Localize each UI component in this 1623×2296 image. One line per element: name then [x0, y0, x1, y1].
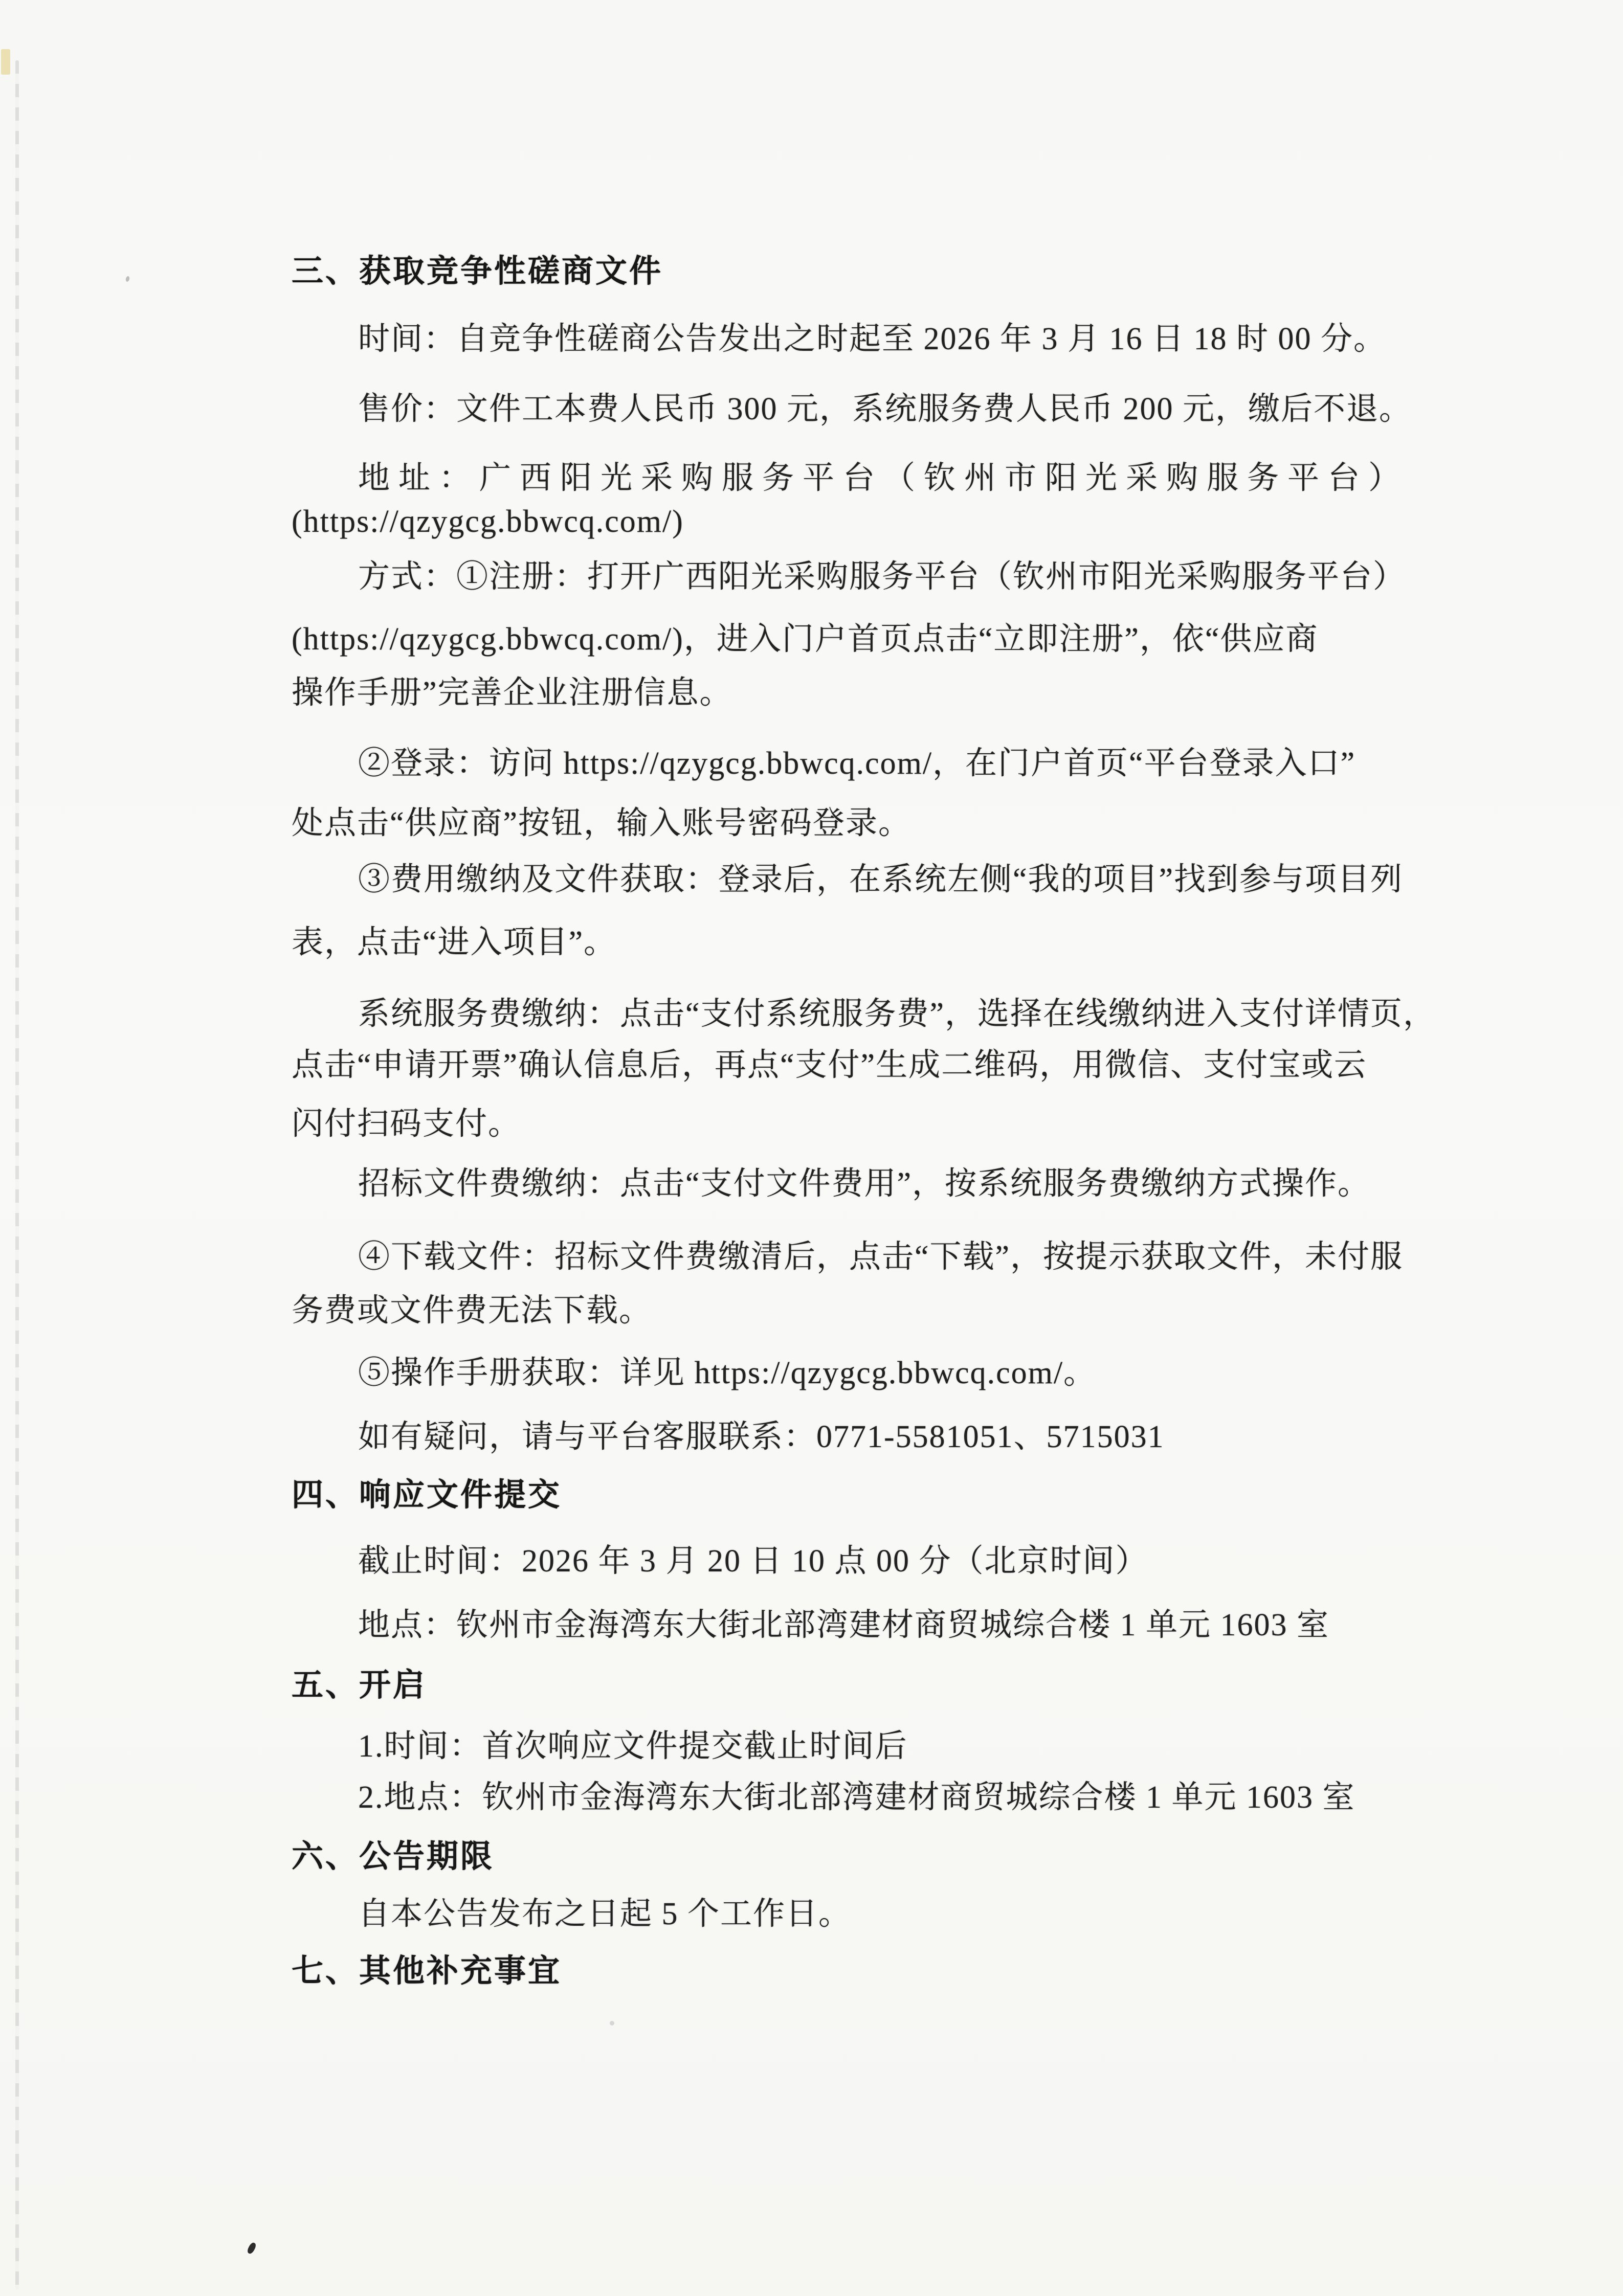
doc-line: ④下载文件：招标文件费缴清后，点击“下载”，按提示获取文件，未付服 [358, 1240, 1404, 1274]
doc-line: 点击“申请开票”确认信息后，再点“支付”生成二维码，用微信、支付宝或云 [292, 1048, 1367, 1083]
section-4-heading: 四、响应文件提交 [292, 1478, 562, 1513]
doc-line: 时间：自竞争性磋商公告发出之时起至 2026 年 3 月 16 日 18 时 00 分。 [358, 322, 1387, 356]
doc-line: 闪付扫码支付。 [292, 1107, 521, 1141]
doc-line: 系统服务费缴纳：点击“支付系统服务费”，选择在线缴纳进入支付详情页， [358, 997, 1436, 1031]
doc-line: 自本公告发布之日起 5 个工作日。 [358, 1897, 852, 1931]
doc-line: 截止时间：2026 年 3 月 20 日 10 点 00 分（北京时间） [358, 1544, 1148, 1579]
doc-line: 方式：①注册：打开广西阳光采购服务平台（钦州市阳光采购服务平台） [358, 559, 1406, 594]
scan-streak-artifact [15, 60, 19, 2290]
doc-line: 处点击“供应商”按钮，输入账号密码登录。 [292, 806, 911, 841]
section-7-heading: 七、其他补充事宜 [292, 1954, 562, 1989]
doc-line: 1.时间：首次响应文件提交截止时间后 [358, 1729, 908, 1764]
section-5-heading: 五、开启 [292, 1668, 427, 1703]
doc-line: (https://qzygcg.bbwcq.com/)，进入门户首页点击“立即注册”，依“供应商 [292, 622, 1319, 657]
doc-line: 表，点击“进入项目”。 [292, 925, 617, 960]
doc-line: 地点：钦州市金海湾东大街北部湾建材商贸城综合楼 1 单元 1603 室 [358, 1608, 1330, 1642]
doc-line: ②登录：访问 https://qzygcg.bbwcq.com/，在门户首页“平台登录入口” [358, 746, 1356, 781]
doc-line: 务费或文件费无法下载。 [292, 1293, 652, 1328]
doc-line: 地址：广西阳光采购服务平台（钦州市阳光采购服务平台） [358, 461, 1409, 496]
doc-line: (https://qzygcg.bbwcq.com/) [292, 504, 684, 539]
ink-speck [125, 276, 130, 282]
scan-edge-mark-artifact [1, 49, 10, 75]
doc-line: 操作手册”完善企业注册信息。 [292, 676, 732, 710]
doc-line: 招标文件费缴纳：点击“支付文件费用”，按系统服务费缴纳方式操作。 [358, 1166, 1371, 1201]
section-3-heading: 三、获取竞争性磋商文件 [292, 254, 663, 289]
ink-speck [610, 2021, 614, 2025]
doc-line: 售价：文件工本费人民币 300 元，系统服务费人民币 200 元，缴后不退。 [358, 392, 1412, 426]
doc-line: 如有疑问，请与平台客服联系：0771-5581051、5715031 [358, 1420, 1165, 1454]
doc-line: ③费用缴纳及文件获取：登录后，在系统左侧“我的项目”找到参与项目列 [358, 862, 1404, 897]
doc-line: 2.地点：钦州市金海湾东大街北部湾建材商贸城综合楼 1 单元 1603 室 [358, 1780, 1355, 1815]
doc-line: ⑤操作手册获取：详见 https://qzygcg.bbwcq.com/。 [358, 1356, 1097, 1390]
ink-speck [246, 2242, 257, 2255]
section-6-heading: 六、公告期限 [292, 1839, 495, 1874]
